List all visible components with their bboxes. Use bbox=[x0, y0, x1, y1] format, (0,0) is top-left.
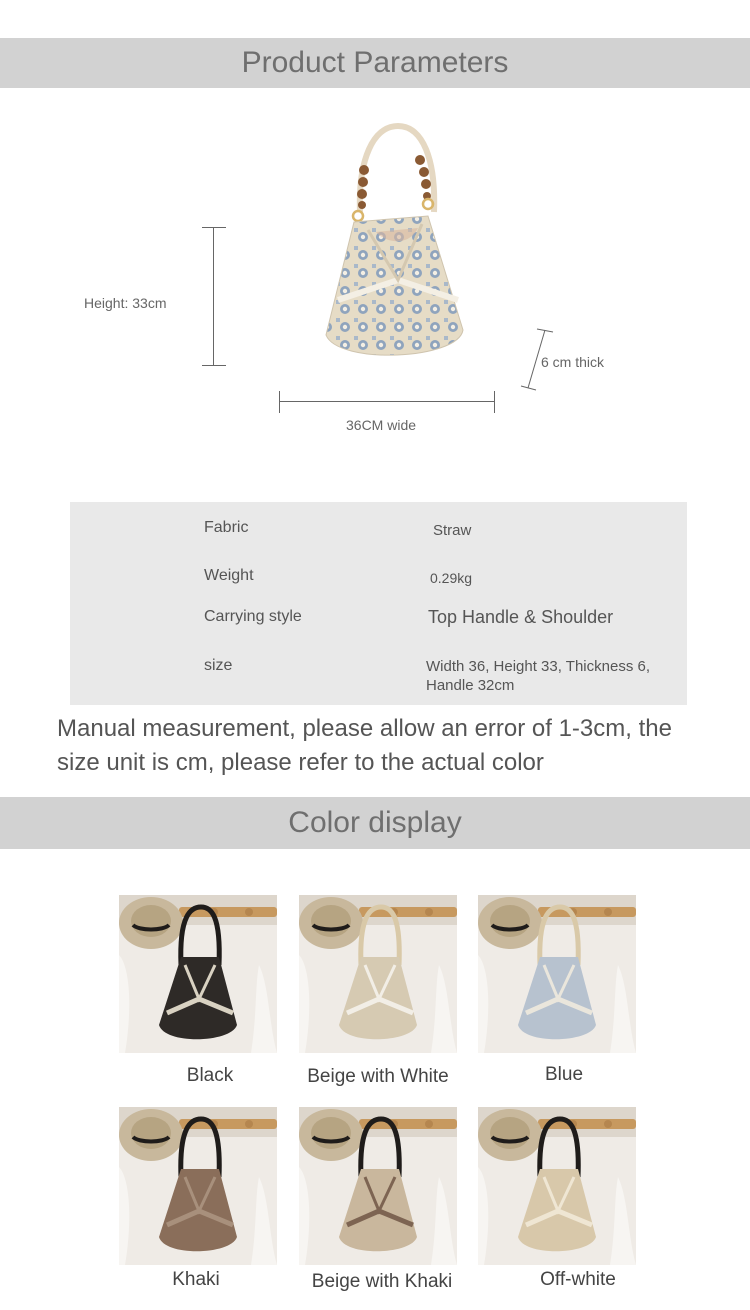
parameter-value: Top Handle & Shoulder bbox=[428, 607, 614, 627]
color-swatch-image[interactable] bbox=[299, 895, 457, 1053]
section-banner-product-parameters bbox=[0, 38, 750, 88]
bag-product-image bbox=[318, 120, 478, 370]
parameter-table bbox=[70, 502, 687, 705]
color-swatch-image[interactable] bbox=[478, 1107, 636, 1265]
height-dimension-cap-top bbox=[202, 227, 226, 228]
height-dimension-cap-bottom bbox=[202, 365, 226, 366]
parameter-key: Fabric bbox=[204, 519, 249, 536]
height-label: Height: 33cm bbox=[84, 295, 167, 311]
section-title: Color display bbox=[288, 806, 462, 839]
color-name-label: Blue bbox=[544, 1064, 584, 1085]
color-swatch-image[interactable] bbox=[478, 895, 636, 1053]
parameter-value: Width 36, Height 33, Thickness 6, Handle 32cm bbox=[426, 658, 651, 694]
section-banner-color-display bbox=[0, 797, 750, 849]
width-dimension-cap-left bbox=[279, 391, 280, 413]
parameter-key: Weight bbox=[204, 567, 254, 584]
color-name-label: Beige with White bbox=[307, 1066, 449, 1087]
width-dimension-cap-right bbox=[494, 391, 495, 413]
parameter-key: Carrying style bbox=[204, 608, 302, 625]
color-swatch-image[interactable] bbox=[119, 1107, 277, 1265]
color-name-label: Black bbox=[186, 1065, 234, 1086]
color-name-label: Beige with Khaki bbox=[311, 1271, 453, 1292]
parameter-value: 0.29kg bbox=[430, 570, 473, 586]
section-title: Product Parameters bbox=[241, 46, 509, 79]
thickness-label: 6 cm thick bbox=[541, 354, 605, 370]
height-dimension-line bbox=[213, 227, 214, 366]
color-name-label: Khaki bbox=[172, 1269, 220, 1290]
width-dimension-line bbox=[279, 401, 494, 402]
color-swatch-image[interactable] bbox=[119, 895, 277, 1053]
parameter-value: Straw bbox=[433, 522, 472, 539]
width-label: 36CM wide bbox=[346, 417, 417, 433]
parameter-key: size bbox=[204, 657, 233, 674]
measurement-note: Manual measurement, please allow an error of 1-3cm, the size unit is cm, please refer to the actual color bbox=[57, 715, 672, 776]
color-name-label: Off-white bbox=[540, 1269, 616, 1290]
color-swatch-image[interactable] bbox=[299, 1107, 457, 1265]
